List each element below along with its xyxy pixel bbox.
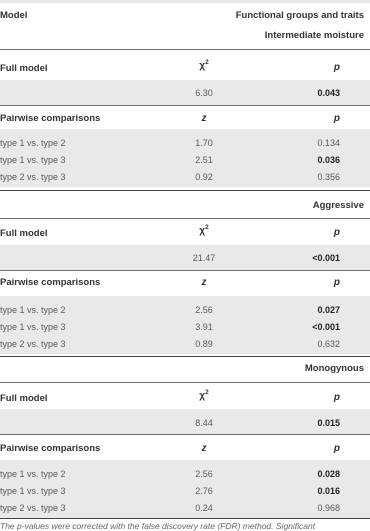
chi-square-header: $\chi^2$ [199, 224, 209, 237]
rule [0, 382, 370, 383]
z-value: 0.24 [195, 503, 213, 513]
rule [0, 270, 370, 271]
p-value: <0.001 [312, 322, 340, 332]
z-header: z [201, 277, 207, 288]
pairwise-label: Pairwise comparisons [0, 113, 101, 124]
top-band [0, 0, 370, 3]
comparison-name: type 2 vs. type 3 [0, 172, 66, 182]
table-footnote: The p-values were corrected with the false discovery rate (FDR) method. Significant [0, 521, 316, 531]
p-header: p [333, 443, 340, 454]
pairwise-label: Pairwise comparisons [0, 277, 101, 288]
comparison-name: type 1 vs. type 2 [0, 305, 66, 315]
z-value: 0.89 [195, 339, 213, 349]
z-value: 0.92 [195, 172, 213, 182]
p-header: p [333, 392, 340, 403]
rule [0, 356, 370, 357]
pairwise-label: Pairwise comparisons [0, 443, 101, 454]
rule [0, 190, 370, 191]
z-value: 2.56 [195, 469, 213, 479]
z-header: z [201, 443, 207, 454]
p-header: p [333, 113, 340, 124]
rule [0, 434, 370, 435]
z-value: 3.91 [195, 322, 213, 332]
chi-square-value: 6.30 [195, 88, 213, 98]
chi-square-value: 8.44 [195, 418, 213, 428]
p-value: 0.134 [317, 138, 340, 148]
model-column-header: Model [0, 10, 28, 21]
z-value: 2.56 [195, 305, 213, 315]
full-model-label: Full model [0, 63, 48, 74]
chi-square-value: 21.47 [192, 253, 216, 263]
p-header: p [333, 277, 340, 288]
rule [0, 49, 370, 50]
comparison-name: type 2 vs. type 3 [0, 339, 66, 349]
z-value: 2.76 [195, 486, 213, 496]
z-value: 1.70 [195, 138, 213, 148]
z-value: 2.51 [195, 155, 213, 165]
comparison-name: type 1 vs. type 3 [0, 155, 66, 165]
comparison-name: type 1 vs. type 2 [0, 138, 66, 148]
full-model-label: Full model [0, 228, 48, 239]
p-value: 0.016 [317, 486, 340, 496]
full-model-label: Full model [0, 393, 48, 404]
p-header: p [333, 62, 340, 73]
comparison-name: type 1 vs. type 3 [0, 486, 66, 496]
p-value: 0.356 [317, 172, 340, 182]
p-value: 0.043 [317, 88, 340, 98]
p-value: 0.632 [317, 339, 340, 349]
p-header: p [333, 227, 340, 238]
rule [0, 518, 370, 519]
section-title: Aggressive [312, 200, 364, 211]
p-value: 0.036 [317, 155, 340, 165]
p-value: 0.968 [317, 503, 340, 513]
p-value: 0.015 [317, 418, 340, 428]
group-title: Functional groups and traits [235, 10, 364, 21]
section-title: Intermediate moisture [264, 30, 364, 41]
section-title: Monogynous [304, 363, 364, 374]
comparison-name: type 1 vs. type 3 [0, 322, 66, 332]
chi-square-header: $\chi^2$ [199, 59, 209, 72]
p-value: 0.027 [317, 305, 340, 315]
comparison-name: type 2 vs. type 3 [0, 503, 66, 513]
z-header: z [201, 113, 207, 124]
rule [0, 105, 370, 106]
comparison-name: type 1 vs. type 2 [0, 469, 66, 479]
chi-square-header: $\chi^2$ [199, 389, 209, 402]
p-value: <0.001 [312, 253, 340, 263]
rule [0, 218, 370, 219]
p-value: 0.028 [317, 469, 340, 479]
